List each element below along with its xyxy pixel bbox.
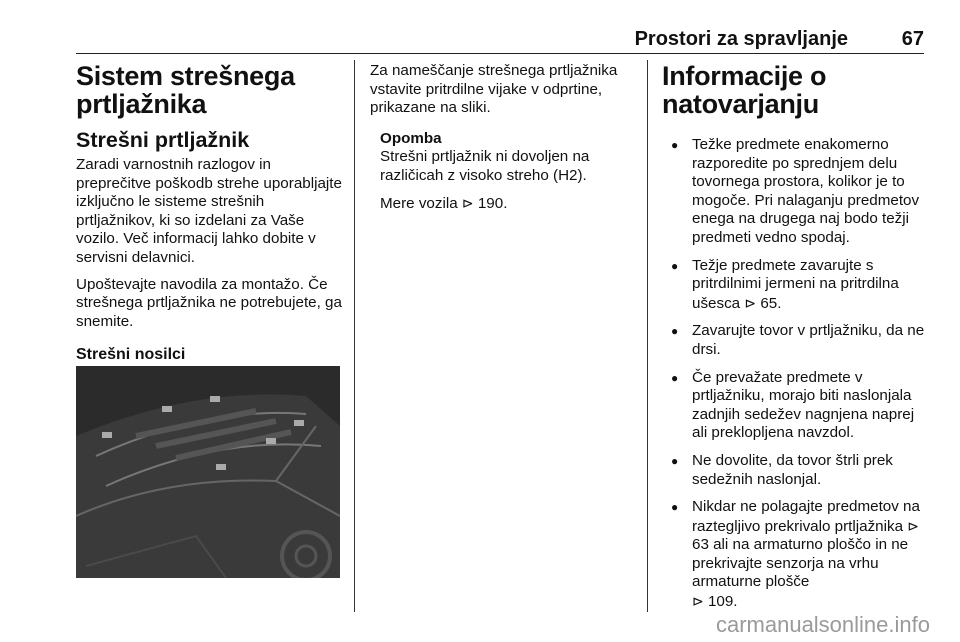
van-roof-illustration <box>76 366 340 578</box>
paragraph-mounting: Upoštevajte navodila za montažo. Če strešnega prtljažnika ne potrebujete, ga snemite. <box>76 275 342 330</box>
page-ref-icon: ⊳ <box>692 593 704 610</box>
section-heading-loading-info: Informacije o natovarjanju <box>662 61 827 119</box>
page-ref-icon: ⊳ <box>744 294 757 311</box>
column-divider-2 <box>647 60 648 612</box>
page-ref-icon: ⊳ <box>907 517 919 534</box>
paragraph-mounting-screws: Za nameščanje strešnega prtljažnika vstavite pritrdilne vijake v odprtine, prikazane na sliki. <box>370 62 618 117</box>
page-ref-link[interactable]: 109. <box>707 593 738 611</box>
dimensions-ref-link[interactable]: 190. <box>477 194 508 212</box>
list-item <box>662 498 928 612</box>
bullet-text: Nikdar ne polagajte predmetov na raztegljivo prekrivalo prtljažnika <box>692 498 920 535</box>
subheading-roof-rack: Strešni prtljažnik <box>76 128 250 152</box>
column-right <box>662 62 928 621</box>
note-text: Strešni prtljažnik ni dovoljen na različicah z visoko streho (H2). <box>380 148 590 184</box>
column-left <box>76 62 342 384</box>
section-heading-roof-rack-system: Sistem strešnega prtljažnika <box>76 61 295 119</box>
list-item <box>662 257 928 314</box>
roof-figure <box>76 366 340 578</box>
page-number: 67 <box>901 28 924 50</box>
dimensions-text: Mere vozila <box>380 194 458 212</box>
note-title: Opomba <box>380 129 442 147</box>
paragraph-safety: Zaradi varnostnih razlogov in preprečitve poškodb strehe uporabljajte izključno le sisteme strešnih prtljažnikov, ki so izdelani za Vaše vozilo. Več informacij lahko dobite v servisni delavnici. <box>76 156 342 266</box>
list-item: ● Ne dovolite, da tovor štrli prek sedežnih naslonjal. <box>662 452 928 489</box>
page-ref-link[interactable]: 65. <box>760 294 782 312</box>
dimensions-ref-line <box>380 194 632 214</box>
page-ref-icon: ⊳ <box>461 194 474 211</box>
header-rule <box>76 53 924 54</box>
loading-bullet-list <box>662 136 928 612</box>
watermark: carmanualsonline.info <box>715 612 930 637</box>
page-ref-link[interactable]: 63 ali na armaturno ploščo in ne prekrivajte senzorja na vrhu armaturne plošče <box>692 536 909 591</box>
list-item: ● Težke predmete enakomerno razporedite po sprednjem delu tovornega prostora, kolikor je to mogoče. Pri nalaganju predmetov enega na drugega naj bodo težji predmeti vedno spodaj. <box>662 136 928 248</box>
list-item: ● Zavarujte tovor v prtljažniku, da ne drsi. <box>662 322 928 359</box>
list-item: ● Če prevažate predmete v prtljažniku, morajo biti naslonjala zadnjih sedežev nagnjena naprej ali preklopljena navzdol. <box>662 369 928 443</box>
header-title: Prostori za spravljanje <box>634 28 848 50</box>
column-middle <box>370 62 632 221</box>
subheading-roof-carriers: Strešni nosilci <box>76 346 186 364</box>
note-box <box>370 130 632 213</box>
column-divider-1 <box>354 60 355 612</box>
bullet-text: Težje predmete zavarujte s pritrdilnimi jermeni na pritrdilna ušesca <box>692 256 899 312</box>
